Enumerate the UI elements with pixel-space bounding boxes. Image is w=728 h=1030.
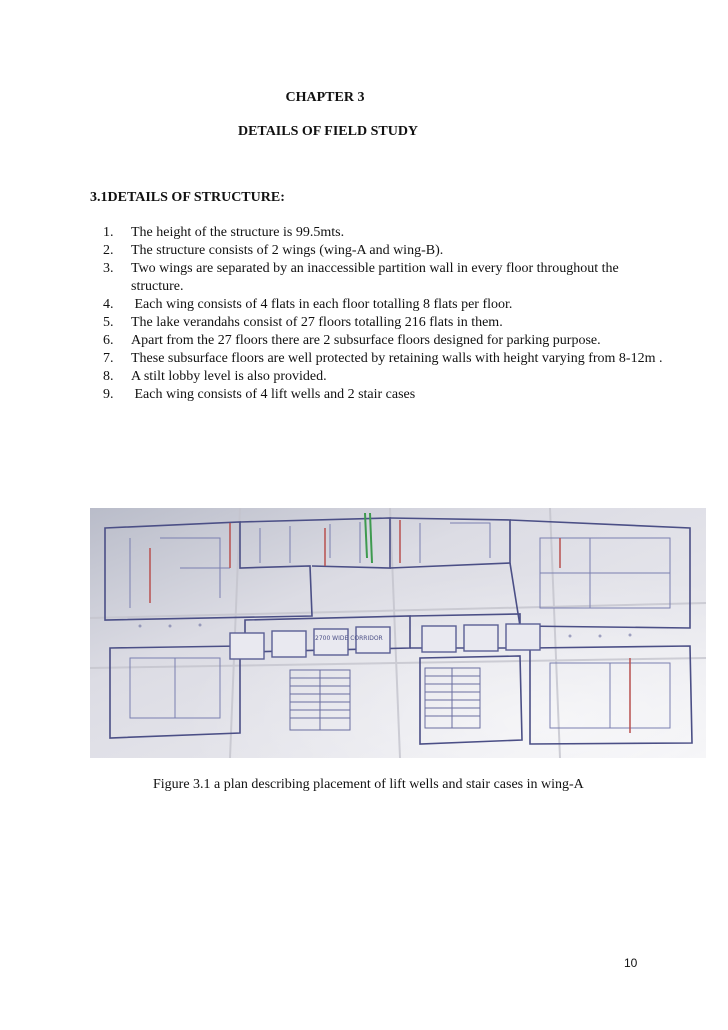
list-number: 3. (103, 261, 114, 276)
page-number: 10 (624, 956, 638, 970)
list-text: Each wing consists of 4 lift wells and 2 stair cases (131, 387, 416, 402)
list-item (103, 314, 663, 332)
list-text: Two wings are separated by an inaccessible partition wall in every floor throughout the structure. (131, 261, 619, 294)
list-item (103, 260, 663, 296)
list-text: The height of the structure is 99.5mts. (131, 225, 345, 240)
list-number: 4. (103, 297, 114, 312)
list-item (103, 332, 663, 350)
list-item (103, 296, 663, 314)
list-number: 5. (103, 315, 114, 330)
section-heading: 3.1DETAILS OF STRUCTURE: (90, 190, 285, 205)
list-number: 7. (103, 351, 114, 366)
list-text: A stilt lobby level is also provided. (131, 369, 327, 384)
floor-plan-photo (90, 508, 706, 758)
list-item (103, 368, 663, 386)
plan-label: 2700 WIDE CORRIDOR (315, 635, 383, 642)
list-number: 9. (103, 387, 114, 402)
floor-plan-drawing (90, 508, 706, 758)
list-item (103, 350, 663, 368)
list-item (103, 224, 663, 242)
list-item (103, 242, 663, 260)
list-number: 1. (103, 225, 114, 240)
list-text: Each wing consists of 4 flats in each floor totalling 8 flats per floor. (131, 297, 513, 312)
structure-details-list (103, 224, 663, 404)
chapter-heading: CHAPTER 3 (285, 90, 365, 105)
list-text: The structure consists of 2 wings (wing-A and wing-B). (131, 243, 444, 258)
list-text: These subsurface floors are well protected by retaining walls with height varying from 8-12m . (131, 351, 663, 366)
list-number: 8. (103, 369, 114, 384)
list-number: 6. (103, 333, 114, 348)
chapter-title: DETAILS OF FIELD STUDY (237, 124, 419, 139)
list-item (103, 386, 663, 404)
list-text: The lake verandahs consist of 27 floors totalling 216 flats in them. (131, 315, 503, 330)
list-number: 2. (103, 243, 114, 258)
figure-caption: Figure 3.1 a plan describing placement of lift wells and stair cases in wing-A (153, 777, 584, 792)
list-text: Apart from the 27 floors there are 2 subsurface floors designed for parking purpose. (131, 333, 601, 348)
